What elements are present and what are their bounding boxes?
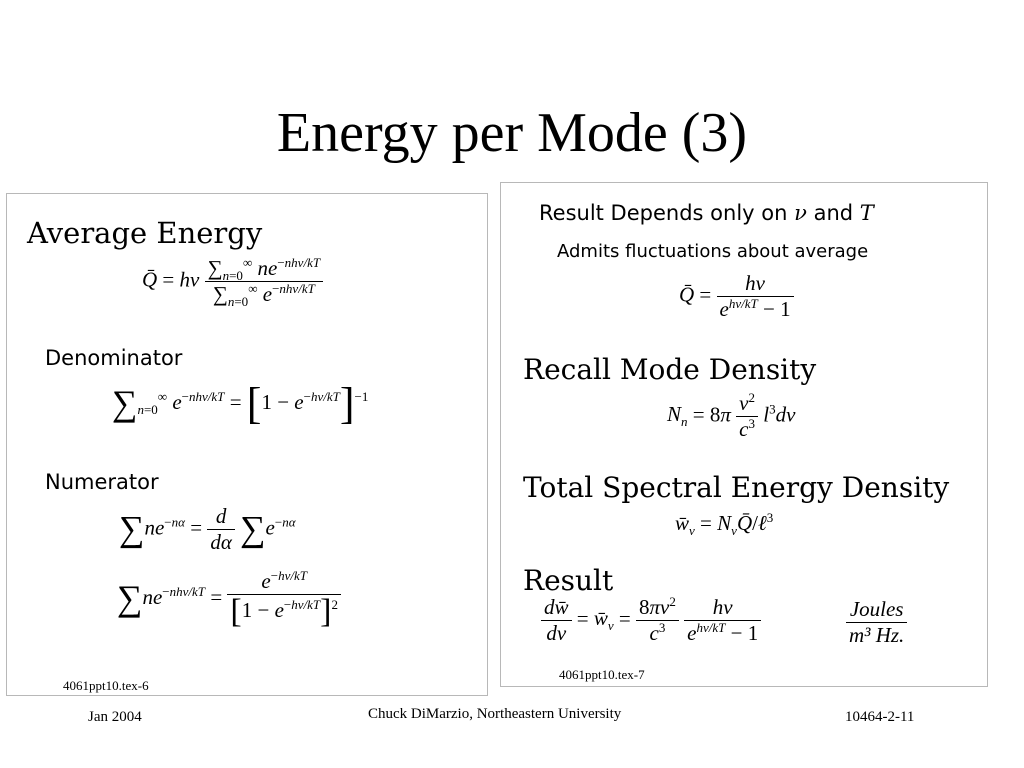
average-energy-heading: Average Energy — [27, 216, 263, 250]
total-spectral-energy-heading: Total Spectral Energy Density — [523, 471, 950, 504]
mode-density-equation: $N_n = 8\pi$ $\frac{\nu^2}{c^3}$ $l^3d\nu$ — [667, 390, 796, 441]
result-depends-heading — [539, 201, 874, 225]
mean-energy-result-equation: Q̄ = $\frac{h\nu}{e^{h\nu/kT} - 1}$ — [679, 271, 794, 322]
units-expression — [846, 597, 907, 648]
units-denominator: m³ Hz. — [849, 623, 905, 647]
right-equation-panel — [500, 182, 988, 687]
denominator-heading: Denominator — [45, 346, 183, 370]
numerator-closed-form-equation: $\sum ne^{-nh\nu/kT}$ = $\frac{e^{-h\nu/kT}}{[1 - e^{-h\nu/kT}]^2}$ — [117, 569, 341, 629]
left-file-tag: 4061ppt10.tex-6 — [63, 678, 149, 693]
right-file-tag: 4061ppt10.tex-7 — [559, 667, 645, 682]
admits-fluctuations-text: Admits fluctuations about average — [557, 241, 869, 262]
temperature-symbol: T — [859, 201, 874, 225]
and-text: and — [813, 201, 854, 225]
footer-author: Chuck DiMarzio, Northeastern University — [368, 706, 622, 722]
final-result-equation: $\frac{dw̄}{d\nu}$ = $w̄_\nu$ = $\frac{8\pi\nu^2}{c^3}$ $\frac{h\nu}{e^{h\nu/kT} - 1}$ — [541, 595, 761, 646]
footer-slide-number: 10464-2-11 — [845, 709, 915, 725]
units-numerator: Joules — [849, 597, 904, 621]
spectral-energy-density-equation: $w̄_\nu$ = $N_\nu Q̄/\ell^3$ — [675, 510, 774, 539]
recall-mode-density-heading: Recall Mode Density — [523, 353, 817, 386]
result-heading: Result — [523, 564, 614, 597]
numerator-derivative-equation: $\sum ne^{-n\alpha}$ = $\frac{d}{d\alpha}$ $\sum e^{-n\alpha}$ — [119, 504, 296, 554]
result-depends-text: Result Depends only on — [539, 201, 788, 225]
numerator-heading: Numerator — [45, 470, 159, 494]
slide-title: Energy per Mode (3) — [276, 102, 748, 164]
nu-symbol: ν — [794, 201, 807, 225]
denominator-equation: $\sum_{n=0}^\infty$ $e^{-nh\nu/kT} = [1 - e^{-h\nu/kT}]^{-1}$ — [112, 379, 369, 428]
average-energy-equation: Q̄ = hν $\frac{\sum_{n=0}^\infty ne^{-nh\nu/kT}}{\sum_{n=0}^\infty e^{-nh\nu/kT}}$ — [142, 256, 323, 307]
left-equation-panel — [6, 193, 488, 696]
footer-date: Jan 2004 — [88, 709, 142, 725]
